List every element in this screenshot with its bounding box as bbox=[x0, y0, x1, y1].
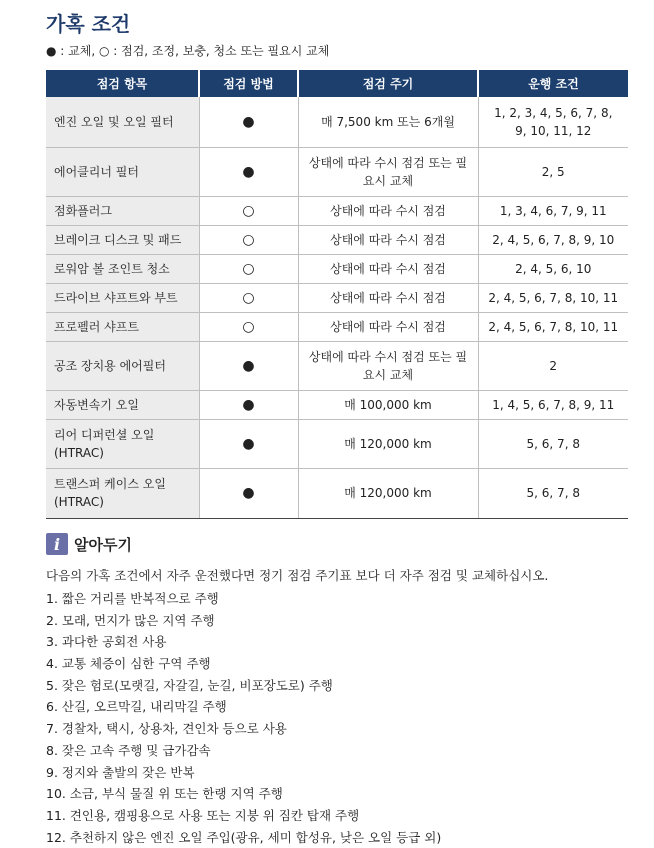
header-method: 점검 방법 bbox=[199, 70, 298, 97]
cell-interval: 상태에 따라 수시 점검 또는 필요시 교체 bbox=[298, 147, 478, 196]
cell-item: 트랜스퍼 케이스 오일 (HTRAC) bbox=[46, 468, 199, 518]
page-title: 가혹 조건 bbox=[46, 12, 131, 36]
cell-method: ○ bbox=[199, 225, 298, 254]
cell-method: ● bbox=[199, 97, 298, 147]
cell-interval: 매 7,500 km 또는 6개월 bbox=[298, 97, 478, 147]
table-row bbox=[46, 254, 628, 283]
cell-conditions: 5, 6, 7, 8 bbox=[478, 419, 628, 468]
table-row bbox=[46, 390, 628, 419]
list-item: 9. 정지와 출발의 잦은 반복 bbox=[46, 764, 195, 780]
list-item: 3. 과다한 공회전 사용 bbox=[46, 634, 167, 650]
cell-item: 공조 장치용 에어필터 bbox=[46, 341, 199, 390]
cell-method: ○ bbox=[199, 196, 298, 225]
cell-conditions: 1, 3, 4, 6, 7, 9, 11 bbox=[478, 196, 628, 225]
cell-item: 리어 디퍼런셜 오일 (HTRAC) bbox=[46, 419, 199, 468]
legend-text: ● : 교체, ○ : 점검, 조정, 보충, 청소 또는 필요시 교체 bbox=[46, 44, 330, 58]
cell-method: ● bbox=[199, 419, 298, 468]
cell-conditions: 5, 6, 7, 8 bbox=[478, 468, 628, 518]
table-row bbox=[46, 196, 628, 225]
cell-interval: 상태에 따라 수시 점검 bbox=[298, 254, 478, 283]
info-icon: i bbox=[46, 533, 68, 555]
cell-conditions: 2, 4, 5, 6, 7, 8, 10, 11 bbox=[478, 312, 628, 341]
cell-method: ○ bbox=[199, 254, 298, 283]
cell-method: ● bbox=[199, 390, 298, 419]
list-item: 11. 견인용, 캠핑용으로 사용 또는 지붕 위 짐칸 탑재 주행 bbox=[46, 807, 360, 823]
note-intro: 다음의 가혹 조건에서 자주 운전했다면 정기 점검 주기표 보다 더 자주 점검 및 교체하십시오. bbox=[46, 568, 549, 583]
table-row bbox=[46, 97, 628, 147]
cell-method: ○ bbox=[199, 312, 298, 341]
cell-item: 자동변속기 오일 bbox=[46, 390, 199, 419]
cell-item: 드라이브 샤프트와 부트 bbox=[46, 283, 199, 312]
list-item: 2. 모래, 먼지가 많은 지역 주행 bbox=[46, 612, 215, 628]
cell-conditions: 2, 4, 5, 6, 7, 8, 10, 11 bbox=[478, 283, 628, 312]
header-item: 점검 항목 bbox=[46, 70, 199, 97]
cell-item: 엔진 오일 및 오일 필터 bbox=[46, 97, 199, 147]
cell-method: ○ bbox=[199, 283, 298, 312]
list-item: 12. 추천하지 않은 엔진 오일 주입(광유, 세미 합성유, 낮은 오일 등급 외) bbox=[46, 829, 442, 845]
list-item: 6. 산길, 오르막길, 내리막길 주행 bbox=[46, 699, 227, 715]
header-interval: 점검 주기 bbox=[298, 70, 478, 97]
cell-item: 프로펠러 샤프트 bbox=[46, 312, 199, 341]
cell-conditions: 1, 4, 5, 6, 7, 8, 9, 11 bbox=[478, 390, 628, 419]
cell-interval: 매 100,000 km bbox=[298, 390, 478, 419]
cell-interval: 상태에 따라 수시 점검 bbox=[298, 196, 478, 225]
list-item: 4. 교통 체증이 심한 구역 주행 bbox=[46, 656, 211, 672]
cell-method: ● bbox=[199, 341, 298, 390]
list-item: 7. 경찰차, 택시, 상용차, 견인차 등으로 사용 bbox=[46, 721, 287, 737]
note-header bbox=[46, 533, 132, 555]
list-item: 1. 짧은 거리를 반복적으로 주행 bbox=[46, 591, 219, 606]
maintenance-table bbox=[46, 70, 628, 519]
cell-method: ● bbox=[199, 147, 298, 196]
cell-interval: 상태에 따라 수시 점검 또는 필요시 교체 bbox=[298, 341, 478, 390]
table-row bbox=[46, 419, 628, 468]
cell-interval: 상태에 따라 수시 점검 bbox=[298, 225, 478, 254]
cell-conditions: 2, 5 bbox=[478, 147, 628, 196]
table-row bbox=[46, 341, 628, 390]
table-header-row bbox=[46, 70, 628, 97]
cell-method: ● bbox=[199, 468, 298, 518]
table-row bbox=[46, 468, 628, 518]
table-row bbox=[46, 283, 628, 312]
cell-item: 에어클리너 필터 bbox=[46, 147, 199, 196]
cell-interval: 상태에 따라 수시 점검 bbox=[298, 283, 478, 312]
list-item: 10. 소금, 부식 물질 위 또는 한랭 지역 주행 bbox=[46, 786, 283, 802]
table-row bbox=[46, 312, 628, 341]
cell-conditions: 1, 2, 3, 4, 5, 6, 7, 8, 9, 10, 11, 12 bbox=[478, 97, 628, 147]
cell-item: 점화플러그 bbox=[46, 196, 199, 225]
table-row bbox=[46, 147, 628, 196]
note-title: 알아두기 bbox=[74, 535, 132, 554]
cell-interval: 매 120,000 km bbox=[298, 419, 478, 468]
table-row bbox=[46, 225, 628, 254]
header-conditions: 운행 조건 bbox=[478, 70, 628, 97]
list-item: 5. 잦은 험로(모랫길, 자갈길, 눈길, 비포장도로) 주행 bbox=[46, 677, 333, 693]
list-item: 8. 잦은 고속 주행 및 급가감속 bbox=[46, 742, 211, 758]
cell-item: 로워암 볼 조인트 청소 bbox=[46, 254, 199, 283]
cell-interval: 상태에 따라 수시 점검 bbox=[298, 312, 478, 341]
cell-interval: 매 120,000 km bbox=[298, 468, 478, 518]
condition-list bbox=[46, 588, 441, 848]
cell-item: 브레이크 디스크 및 패드 bbox=[46, 225, 199, 254]
cell-conditions: 2, 4, 5, 6, 7, 8, 9, 10 bbox=[478, 225, 628, 254]
cell-conditions: 2, 4, 5, 6, 10 bbox=[478, 254, 628, 283]
cell-conditions: 2 bbox=[478, 341, 628, 390]
